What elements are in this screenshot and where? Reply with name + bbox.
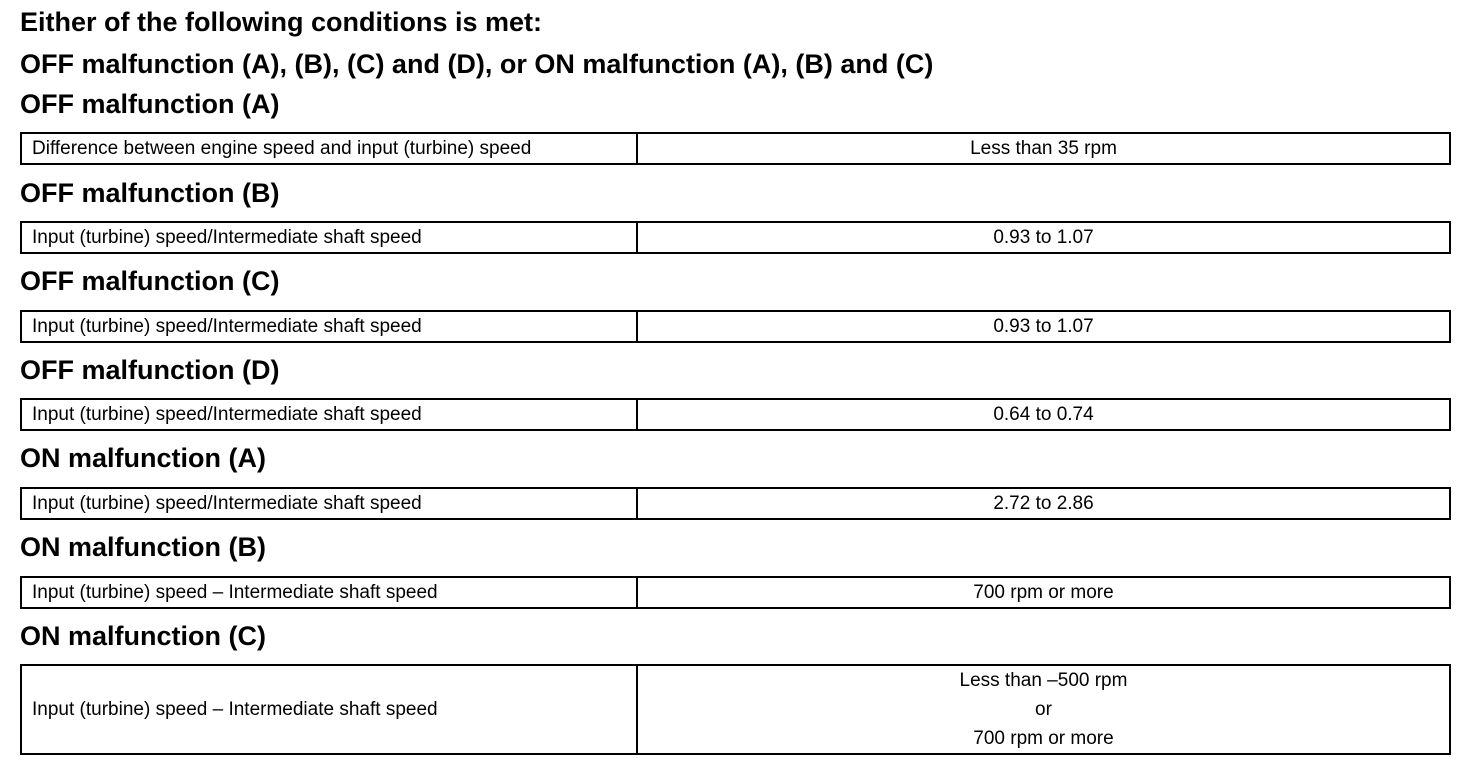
condition-table-on-a [20, 487, 1451, 520]
condition-table-off-b [20, 221, 1451, 254]
value-line: or [1035, 699, 1052, 720]
section-heading-on-b: ON malfunction (B) [20, 532, 266, 562]
condition-table-on-c [20, 664, 1451, 755]
condition-value: 700 rpm or more [637, 577, 1450, 608]
condition-table-off-c [20, 310, 1451, 343]
value-line: Less than –500 rpm [959, 670, 1128, 691]
table-row [21, 577, 1450, 608]
condition-label: Input (turbine) speed/Intermediate shaft speed [21, 311, 637, 342]
condition-table-on-b [20, 576, 1451, 609]
condition-label: Input (turbine) speed – Intermediate shaft speed [21, 577, 637, 608]
value-line: 700 rpm or more [973, 728, 1114, 749]
condition-value: 0.93 to 1.07 [637, 222, 1450, 253]
condition-label: Input (turbine) speed/Intermediate shaft speed [21, 488, 637, 519]
section-heading-off-b: OFF malfunction (B) [20, 178, 280, 208]
condition-table-off-a [20, 132, 1451, 165]
intro-line-2: OFF malfunction (A), (B), (C) and (D), or ON malfunction (A), (B) and (C) [20, 49, 934, 79]
section-heading-on-a: ON malfunction (A) [20, 443, 266, 473]
condition-value: 0.64 to 0.74 [637, 399, 1450, 430]
intro-line-1: Either of the following conditions is met: [20, 7, 542, 37]
condition-label: Difference between engine speed and input (turbine) speed [21, 133, 637, 164]
condition-value: Less than 35 rpm [637, 133, 1450, 164]
condition-label: Input (turbine) speed – Intermediate shaft speed [21, 665, 637, 754]
condition-value [637, 665, 1450, 754]
section-heading-off-a: OFF malfunction (A) [20, 89, 280, 119]
condition-value: 2.72 to 2.86 [637, 488, 1450, 519]
condition-label: Input (turbine) speed/Intermediate shaft speed [21, 222, 637, 253]
section-heading-off-d: OFF malfunction (D) [20, 355, 280, 385]
table-row [21, 488, 1450, 519]
section-heading-on-c: ON malfunction (C) [20, 621, 266, 651]
condition-value: 0.93 to 1.07 [637, 311, 1450, 342]
table-row [21, 399, 1450, 430]
section-heading-off-c: OFF malfunction (C) [20, 266, 280, 296]
condition-label: Input (turbine) speed/Intermediate shaft speed [21, 399, 637, 430]
table-row [21, 311, 1450, 342]
table-row [21, 222, 1450, 253]
table-row [21, 665, 1450, 754]
table-row [21, 133, 1450, 164]
condition-table-off-d [20, 398, 1451, 431]
